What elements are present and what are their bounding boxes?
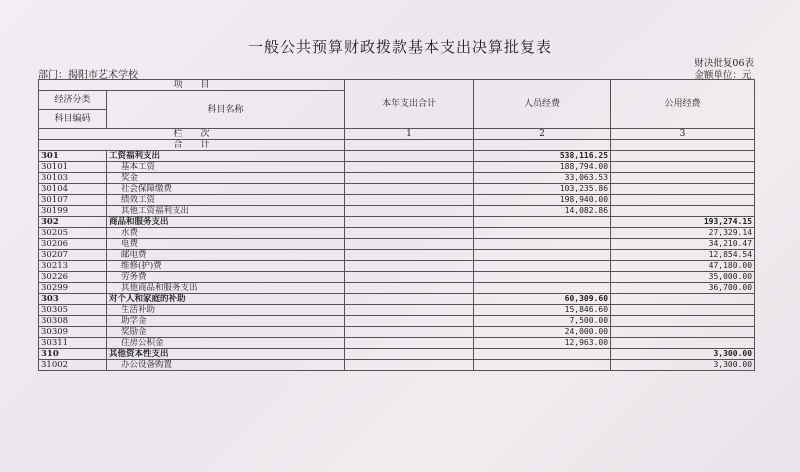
header-project: 项 目 (39, 80, 345, 91)
department-label: 部门：揭阳市艺术学校 (38, 70, 138, 81)
row-total (345, 272, 474, 283)
row-total (345, 283, 474, 294)
table-row (39, 283, 755, 294)
row-public: 3,300.00 (611, 349, 755, 360)
row-public: 12,854.54 (611, 250, 755, 261)
row-total (345, 239, 474, 250)
col-number-1: 1 (345, 129, 474, 140)
row-total (345, 360, 474, 371)
row-code: 303 (39, 294, 107, 305)
row-subject-name: 其他工资福利支出 (107, 206, 345, 217)
row-total (345, 184, 474, 195)
row-personnel: 14,082.86 (474, 206, 611, 217)
sum-total (345, 140, 474, 151)
row-code: 310 (39, 349, 107, 360)
row-code: 30309 (39, 327, 107, 338)
row-public: 3,300.00 (611, 360, 755, 371)
row-code: 30207 (39, 250, 107, 261)
row-public (611, 162, 755, 173)
row-code: 30311 (39, 338, 107, 349)
row-subject-name: 基本工资 (107, 162, 345, 173)
row-subject-name: 社会保障缴费 (107, 184, 345, 195)
row-subject-name: 住房公积金 (107, 338, 345, 349)
row-personnel (474, 261, 611, 272)
row-personnel (474, 228, 611, 239)
row-public: 193,274.15 (611, 217, 755, 228)
row-total (345, 228, 474, 239)
row-subject-name: 维修(护)费 (107, 261, 345, 272)
row-personnel (474, 250, 611, 261)
row-public (611, 184, 755, 195)
page-title: 一般公共预算财政拨款基本支出决算批复表 (247, 38, 552, 56)
row-subject-name: 工资福利支出 (107, 151, 345, 162)
sum-label: 合 计 (39, 140, 345, 151)
row-code: 30199 (39, 206, 107, 217)
row-personnel (474, 349, 611, 360)
row-code: 30107 (39, 195, 107, 206)
expenditure-table (38, 79, 755, 371)
unit-label: 金额单位：元 (694, 70, 752, 81)
row-public: 34,210.47 (611, 239, 755, 250)
header-subject-name: 科目名称 (107, 91, 345, 129)
table-row (39, 228, 755, 239)
row-subject-name: 助学金 (107, 316, 345, 327)
row-subject-name: 奖励金 (107, 327, 345, 338)
row-personnel: 24,000.00 (474, 327, 611, 338)
row-subject-name: 其他资本性支出 (107, 349, 345, 360)
row-personnel: 198,940.00 (474, 195, 611, 206)
table-row (39, 184, 755, 195)
row-subject-name: 奖金 (107, 173, 345, 184)
table-row (39, 305, 755, 316)
row-personnel: 60,309.60 (474, 294, 611, 305)
row-code: 30101 (39, 162, 107, 173)
table-row (39, 195, 755, 206)
row-public: 27,329.14 (611, 228, 755, 239)
row-subject-name: 其他商品和服务支出 (107, 283, 345, 294)
row-public (611, 173, 755, 184)
row-personnel (474, 217, 611, 228)
row-code: 31002 (39, 360, 107, 371)
sum-personnel (474, 140, 611, 151)
sum-public (611, 140, 755, 151)
row-total (345, 217, 474, 228)
row-subject-name: 邮电费 (107, 250, 345, 261)
row-code: 30103 (39, 173, 107, 184)
table-row (39, 327, 755, 338)
col-number-3: 3 (611, 129, 755, 140)
row-subject-name: 办公设备购置 (107, 360, 345, 371)
row-code: 30308 (39, 316, 107, 327)
row-subject-name: 绩效工资 (107, 195, 345, 206)
col-number-2: 2 (474, 129, 611, 140)
row-number-label: 栏 次 (39, 129, 345, 140)
table-row (39, 349, 755, 360)
row-public: 35,000.00 (611, 272, 755, 283)
table-row (39, 162, 755, 173)
row-subject-name: 商品和服务支出 (107, 217, 345, 228)
row-public (611, 316, 755, 327)
table-row (39, 360, 755, 371)
table-row (39, 151, 755, 162)
row-code: 30299 (39, 283, 107, 294)
table-row (39, 272, 755, 283)
table-row (39, 250, 755, 261)
row-code: 30226 (39, 272, 107, 283)
row-total (345, 338, 474, 349)
row-subject-name: 水费 (107, 228, 345, 239)
row-total (345, 195, 474, 206)
row-code: 30206 (39, 239, 107, 250)
table-row (39, 217, 755, 228)
table-row (39, 338, 755, 349)
row-personnel (474, 283, 611, 294)
row-subject-name: 电费 (107, 239, 345, 250)
row-total (345, 206, 474, 217)
row-public (611, 206, 755, 217)
header-econ-class: 经济分类 (39, 91, 107, 110)
row-public (611, 305, 755, 316)
row-total (345, 173, 474, 184)
row-subject-name: 对个人和家庭的补助 (107, 294, 345, 305)
header-personnel: 人员经费 (474, 80, 611, 129)
row-personnel: 15,846.60 (474, 305, 611, 316)
row-total (345, 261, 474, 272)
row-public (611, 338, 755, 349)
row-personnel: 538,116.25 (474, 151, 611, 162)
row-personnel (474, 272, 611, 283)
row-code: 30205 (39, 228, 107, 239)
row-code: 301 (39, 151, 107, 162)
row-public (611, 195, 755, 206)
row-public (611, 151, 755, 162)
row-public: 47,180.00 (611, 261, 755, 272)
header-subject-code: 科目编码 (39, 110, 107, 129)
row-public: 36,700.00 (611, 283, 755, 294)
row-personnel: 33,063.53 (474, 173, 611, 184)
row-personnel: 103,235.86 (474, 184, 611, 195)
row-subject-name: 劳务费 (107, 272, 345, 283)
table-row (39, 206, 755, 217)
row-total (345, 327, 474, 338)
row-total (345, 151, 474, 162)
table-row (39, 239, 755, 250)
row-code: 30104 (39, 184, 107, 195)
row-public (611, 327, 755, 338)
row-code: 30305 (39, 305, 107, 316)
row-total (345, 349, 474, 360)
row-personnel: 12,963.00 (474, 338, 611, 349)
row-public (611, 294, 755, 305)
row-personnel (474, 239, 611, 250)
table-row (39, 173, 755, 184)
row-personnel: 7,500.00 (474, 316, 611, 327)
row-total (345, 250, 474, 261)
row-total (345, 162, 474, 173)
row-code: 302 (39, 217, 107, 228)
table-row (39, 261, 755, 272)
header-public: 公用经费 (611, 80, 755, 129)
header-total: 本年支出合计 (345, 80, 474, 129)
row-personnel: 188,794.00 (474, 162, 611, 173)
table-row (39, 294, 755, 305)
row-total (345, 316, 474, 327)
row-personnel (474, 360, 611, 371)
table-row (39, 316, 755, 327)
row-total (345, 305, 474, 316)
row-subject-name: 生活补助 (107, 305, 345, 316)
row-code: 30213 (39, 261, 107, 272)
form-code: 财决批复06表 (694, 58, 754, 69)
row-total (345, 294, 474, 305)
